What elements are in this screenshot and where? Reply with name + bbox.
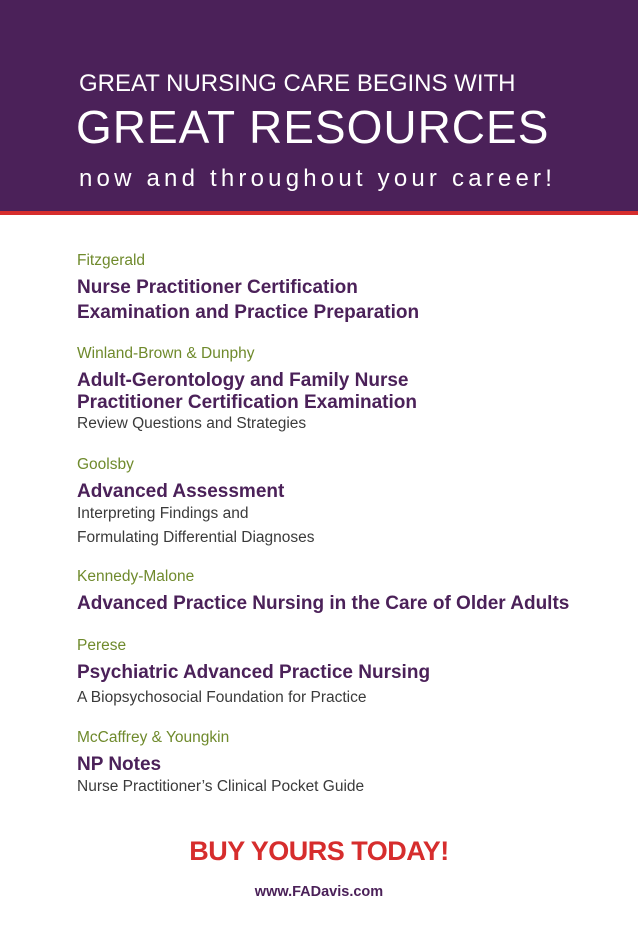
header-tagline: GREAT NURSING CARE BEGINS WITH [79,70,516,97]
book-subtitle-line: Formulating Differential Diagnoses [77,529,315,546]
book-author: Fitzgerald [77,252,146,269]
book-subtitle-line: A Biopsychosocial Foundation for Practice [77,689,367,706]
book-title-line: Advanced Assessment [77,481,285,502]
header-banner [0,0,638,215]
website-link[interactable]: www.FADavis.com [254,884,384,900]
book-title-line: Examination and Practice Preparation [77,302,420,323]
buy-call-to-action: BUY YOURS TODAY! [189,836,449,866]
book-subtitle-line: Review Questions and Strategies [77,415,307,432]
book-title-line: NP Notes [77,754,162,775]
book-entry [77,728,364,798]
book-entry [77,344,417,435]
book-entry [77,455,315,549]
book-subtitle-line: Nurse Practitioner’s Clinical Pocket Guide [77,778,365,795]
header-subline: now and throughout your career! [79,165,557,192]
book-author: Kennedy-Malone [77,568,195,585]
book-author: Goolsby [77,456,134,473]
book-entry [77,567,569,615]
book-author: Perese [77,637,127,654]
book-entry [77,636,430,709]
book-title-line: Advanced Practice Nursing in the Care of Older Adults [77,593,570,614]
book-author: McCaffrey & Youngkin [77,729,230,746]
book-title-line: Psychiatric Advanced Practice Nursing [77,662,431,683]
book-title-line: Practitioner Certification Examination [77,392,417,413]
book-subtitle-line: Interpreting Findings and [77,505,249,522]
book-title-line: Adult-Gerontology and Family Nurse [77,370,409,391]
book-author: Winland-Brown & Dunphy [77,345,255,362]
header-headline: GREAT RESOURCES [76,101,550,153]
book-title-line: Nurse Practitioner Certification [77,277,358,298]
book-entry [77,251,419,324]
